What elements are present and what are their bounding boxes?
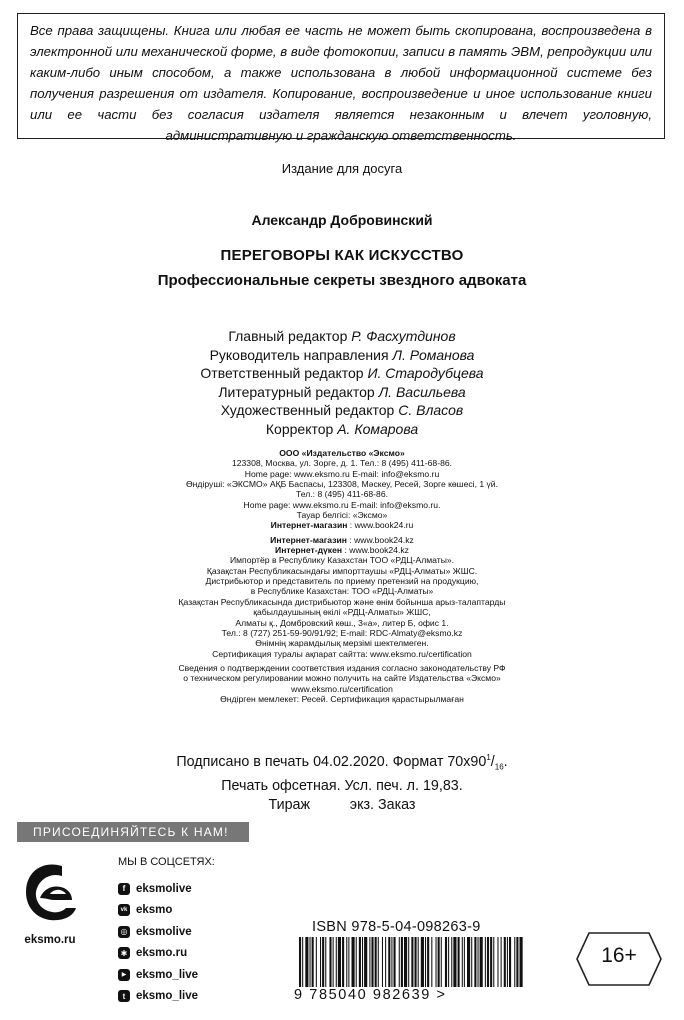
barcode-bar — [322, 937, 324, 987]
barcode-bar — [478, 937, 479, 987]
barcode-bar — [418, 937, 419, 987]
barcode-bar — [310, 937, 311, 987]
publisher-address: 123308, Москва, ул. Зорге, д. 1. Тел.: 8 (495) 411-68-86. — [231, 458, 453, 469]
barcode-bar — [382, 937, 383, 987]
social-label: eksmo_live — [136, 968, 199, 981]
social-item[interactable] — [118, 921, 198, 943]
distributor-kz-2: қабылдаушының өкілі «РДЦ-Алматы» ЖШС, — [253, 607, 431, 618]
barcode-bar — [378, 937, 379, 987]
publisher-kz-phone: Тел.: 8 (495) 411-68-86. — [296, 489, 388, 500]
barcode-bar — [401, 937, 403, 987]
barcode-bar — [441, 937, 442, 987]
editor-line: Корректор А. Комарова — [265, 420, 419, 437]
barcode-bar — [504, 937, 506, 987]
barcode-bar — [356, 937, 357, 987]
print-run-line: Тираж экз. Заказ — [268, 796, 416, 813]
isbn-number: ISBN 978-5-04-098263-9 — [312, 919, 481, 935]
barcode-bar — [485, 937, 486, 987]
barcode-bar — [333, 937, 334, 987]
age-rating: 16+ — [601, 944, 637, 967]
barcode-bar — [348, 937, 349, 987]
barcode-bar — [302, 937, 303, 987]
social-label: eksmo_live — [136, 990, 199, 1003]
youtube-icon: ▶ — [118, 969, 130, 981]
publisher-kz-maker: Өндіруші: «ЭКСМО» АҚБ Баспасы, 123308, Мәскеу, Ресей, Зорге көшесі, 1 үй. — [186, 479, 498, 490]
almaty-contacts: Тел.: 8 (727) 251-59-90/91/92; E-mail: RDC-Almaty@eksmo.kz — [221, 627, 463, 638]
barcode-bar — [369, 937, 370, 987]
barcode-bar — [305, 937, 308, 987]
barcode-bar — [415, 937, 417, 987]
importer-kz: Қазақстан Республикасындағы импорттаушы «РДЦ-Алматы» ЖШС. — [206, 565, 478, 576]
barcode-bar — [364, 937, 367, 987]
edition-type: Издание для досуга — [281, 161, 403, 176]
barcode-digits: 9 785040 982639 > — [294, 987, 447, 1003]
social-label: eksmolive — [136, 882, 192, 895]
barcode-bar — [436, 937, 437, 987]
barcode-bar — [408, 937, 409, 987]
barcode-bar — [375, 937, 377, 987]
social-item[interactable] — [118, 900, 198, 922]
barcode-bar — [312, 937, 314, 987]
barcode-bar — [462, 937, 463, 987]
barcode-bar — [385, 937, 386, 987]
join-us-banner: ПРИСОЕДИНЯЙТЕСЬ К НАМ! — [17, 822, 249, 842]
barcode-bar — [346, 937, 347, 987]
book-title: ПЕРЕГОВОРЫ КАК ИСКУССТВО — [220, 247, 464, 264]
distributor-kz: Қазақстан Республикасында дистрибьютор және өнім бойынша арыз-талаптарды — [178, 596, 506, 607]
barcode-bar — [399, 937, 400, 987]
editor-line: Литературный редактор Л. Васильева — [218, 383, 466, 400]
social-item[interactable] — [118, 878, 198, 900]
barcode-bar — [448, 937, 449, 987]
barcode-bar — [411, 937, 413, 987]
barcode-bar — [451, 937, 452, 987]
print-signed-line: Подписано в печать 04.02.2020. Формат $70х90^1/_{16}$. — [176, 753, 508, 772]
twitter-icon: t — [118, 990, 130, 1002]
vk-icon: vk — [118, 904, 130, 916]
barcode-bar — [501, 937, 502, 987]
social-label: eksmo.ru — [136, 947, 188, 960]
barcode-bar — [338, 937, 341, 987]
barcode-bar — [467, 937, 470, 987]
almaty-address: Алматы қ., Домбровский көш., 3«а», литер Б, офис 1. — [235, 617, 449, 628]
barcode-bar — [329, 937, 331, 987]
publisher-name: ООО «Издательство «Эксмо» — [279, 448, 405, 458]
barcode-bar — [431, 937, 432, 987]
editor-line: Художественный редактор С. Власов — [220, 402, 464, 419]
barcode-bar — [490, 937, 492, 987]
barcode-bar — [507, 937, 508, 987]
publisher-trademark: Тауар белгісі: «Эксмо» — [296, 510, 388, 521]
editors-list — [0, 327, 684, 439]
barcode-bar — [493, 937, 494, 987]
barcode-bar — [480, 937, 483, 987]
social-heading: МЫ В СОЦСЕТЯХ: — [118, 856, 215, 868]
ok-icon: ✱ — [118, 947, 130, 959]
barcode-bar — [316, 937, 317, 987]
eksmo-logo — [20, 858, 80, 928]
barcode-bar — [471, 937, 472, 987]
certification-kz: Сертификация туралы ақпарат сайтта: www.eksmo.ru/certification — [212, 648, 472, 659]
barcode-bar — [325, 937, 326, 987]
barcode-bar — [509, 937, 511, 987]
editor-line: Главный редактор Р. Фасхутдинов — [228, 328, 456, 344]
barcode-bar — [352, 937, 355, 987]
certification-url: www.eksmo.ru/certification — [291, 683, 393, 694]
online-shop-kz-kazakh: Интернет-дүкен : www.book24.kz — [275, 545, 409, 556]
barcode-bar — [425, 937, 426, 987]
barcode-bar — [445, 937, 447, 987]
barcode-bar — [359, 937, 361, 987]
barcode-bar — [421, 937, 424, 987]
barcode-bar — [497, 937, 498, 987]
origin-country: Өндірген мемлекет: Ресей. Сертификация қарастырылмаған — [220, 693, 464, 704]
barcode-bar — [438, 937, 440, 987]
certification-ru-2: о техническом регулировании можно получить на сайте Издательства «Эксмо» — [183, 673, 501, 684]
barcode-bar — [388, 937, 390, 987]
distributor: Дистрибьютор и представитель по приему претензий на продукцию, — [205, 576, 479, 587]
barcode-bar — [342, 937, 344, 987]
publisher-web: Home page: www.eksmo.ru E-mail: info@eksmo.ru — [244, 468, 440, 479]
expiry-note: Өнімнің жарамдылық мерзімі шектелмеген. — [255, 638, 429, 649]
social-label: eksmolive — [136, 925, 192, 938]
barcode-bar — [487, 937, 489, 987]
importer: Импортёр в Республику Казахстан ТОО «РДЦ-Алматы». — [229, 555, 455, 566]
barcode-bar — [391, 937, 392, 987]
editor-line: Руководитель направления Л. Романова — [209, 346, 475, 363]
barcode-bar — [320, 937, 321, 987]
barcode-bar — [520, 937, 523, 987]
social-label: eksmo — [136, 904, 173, 917]
social-item[interactable] — [118, 986, 198, 1008]
barcode-bar — [336, 937, 337, 987]
barcode-bar — [362, 937, 363, 987]
online-shop-ru: Интернет-магазин : www.book24.ru — [270, 520, 414, 531]
barcode-bar — [453, 937, 456, 987]
online-shop-kz: Интернет-магазин : www.book24.kz — [270, 534, 414, 545]
barcode-bar — [474, 937, 476, 987]
barcode-bar — [371, 937, 373, 987]
barcode-bar — [464, 937, 465, 987]
barcode-bar — [404, 937, 407, 987]
facebook-icon: f — [118, 883, 130, 895]
barcode-bar — [516, 937, 518, 987]
barcode-bar — [514, 937, 515, 987]
print-type-line: Печать офсетная. Усл. печ. л. 19,83. — [221, 778, 463, 795]
print-info — [0, 749, 684, 814]
distributor-2: в Республике Казахстан: ТОО «РДЦ-Алматы» — [250, 586, 434, 597]
logo-website: eksmo.ru — [24, 934, 76, 946]
social-item[interactable] — [118, 964, 198, 986]
social-item[interactable] — [118, 943, 198, 965]
barcode-bar — [458, 937, 460, 987]
publisher-kz-web: Home page: www.eksmo.ru E-mail: info@eksmo.ru. — [243, 499, 441, 510]
editor-line: Ответственный редактор И. Стародубцева — [200, 365, 484, 382]
instagram-icon: ◎ — [118, 926, 130, 938]
social-list — [118, 878, 198, 1007]
publisher-info — [100, 448, 584, 704]
book-subtitle: Профессиональные секреты звездного адвоката — [157, 272, 527, 289]
barcode-bar — [394, 937, 396, 987]
legal-notice: Все права защищены. Книга или любая ее часть не может быть скопирована, воспроизведена в электронной или механической форме, в виде фотокопии, записи в память ЭВМ, репродукции или каким-либо иным способом, а также использована в любой информационной системе без получения разрешения от издателя. Копирование, воспроизведение и иное использование книги или ее части без согласия издателя является незаконным и влечет уголовную, административную и гражданскую ответственность. — [17, 13, 665, 139]
barcode-bar — [299, 937, 301, 987]
author-name: Александр Добровинский — [251, 212, 433, 228]
barcode-bar — [427, 937, 429, 987]
certification-ru: Сведения о подтверждении соответствия издания согласно законодательству РФ — [178, 662, 506, 673]
